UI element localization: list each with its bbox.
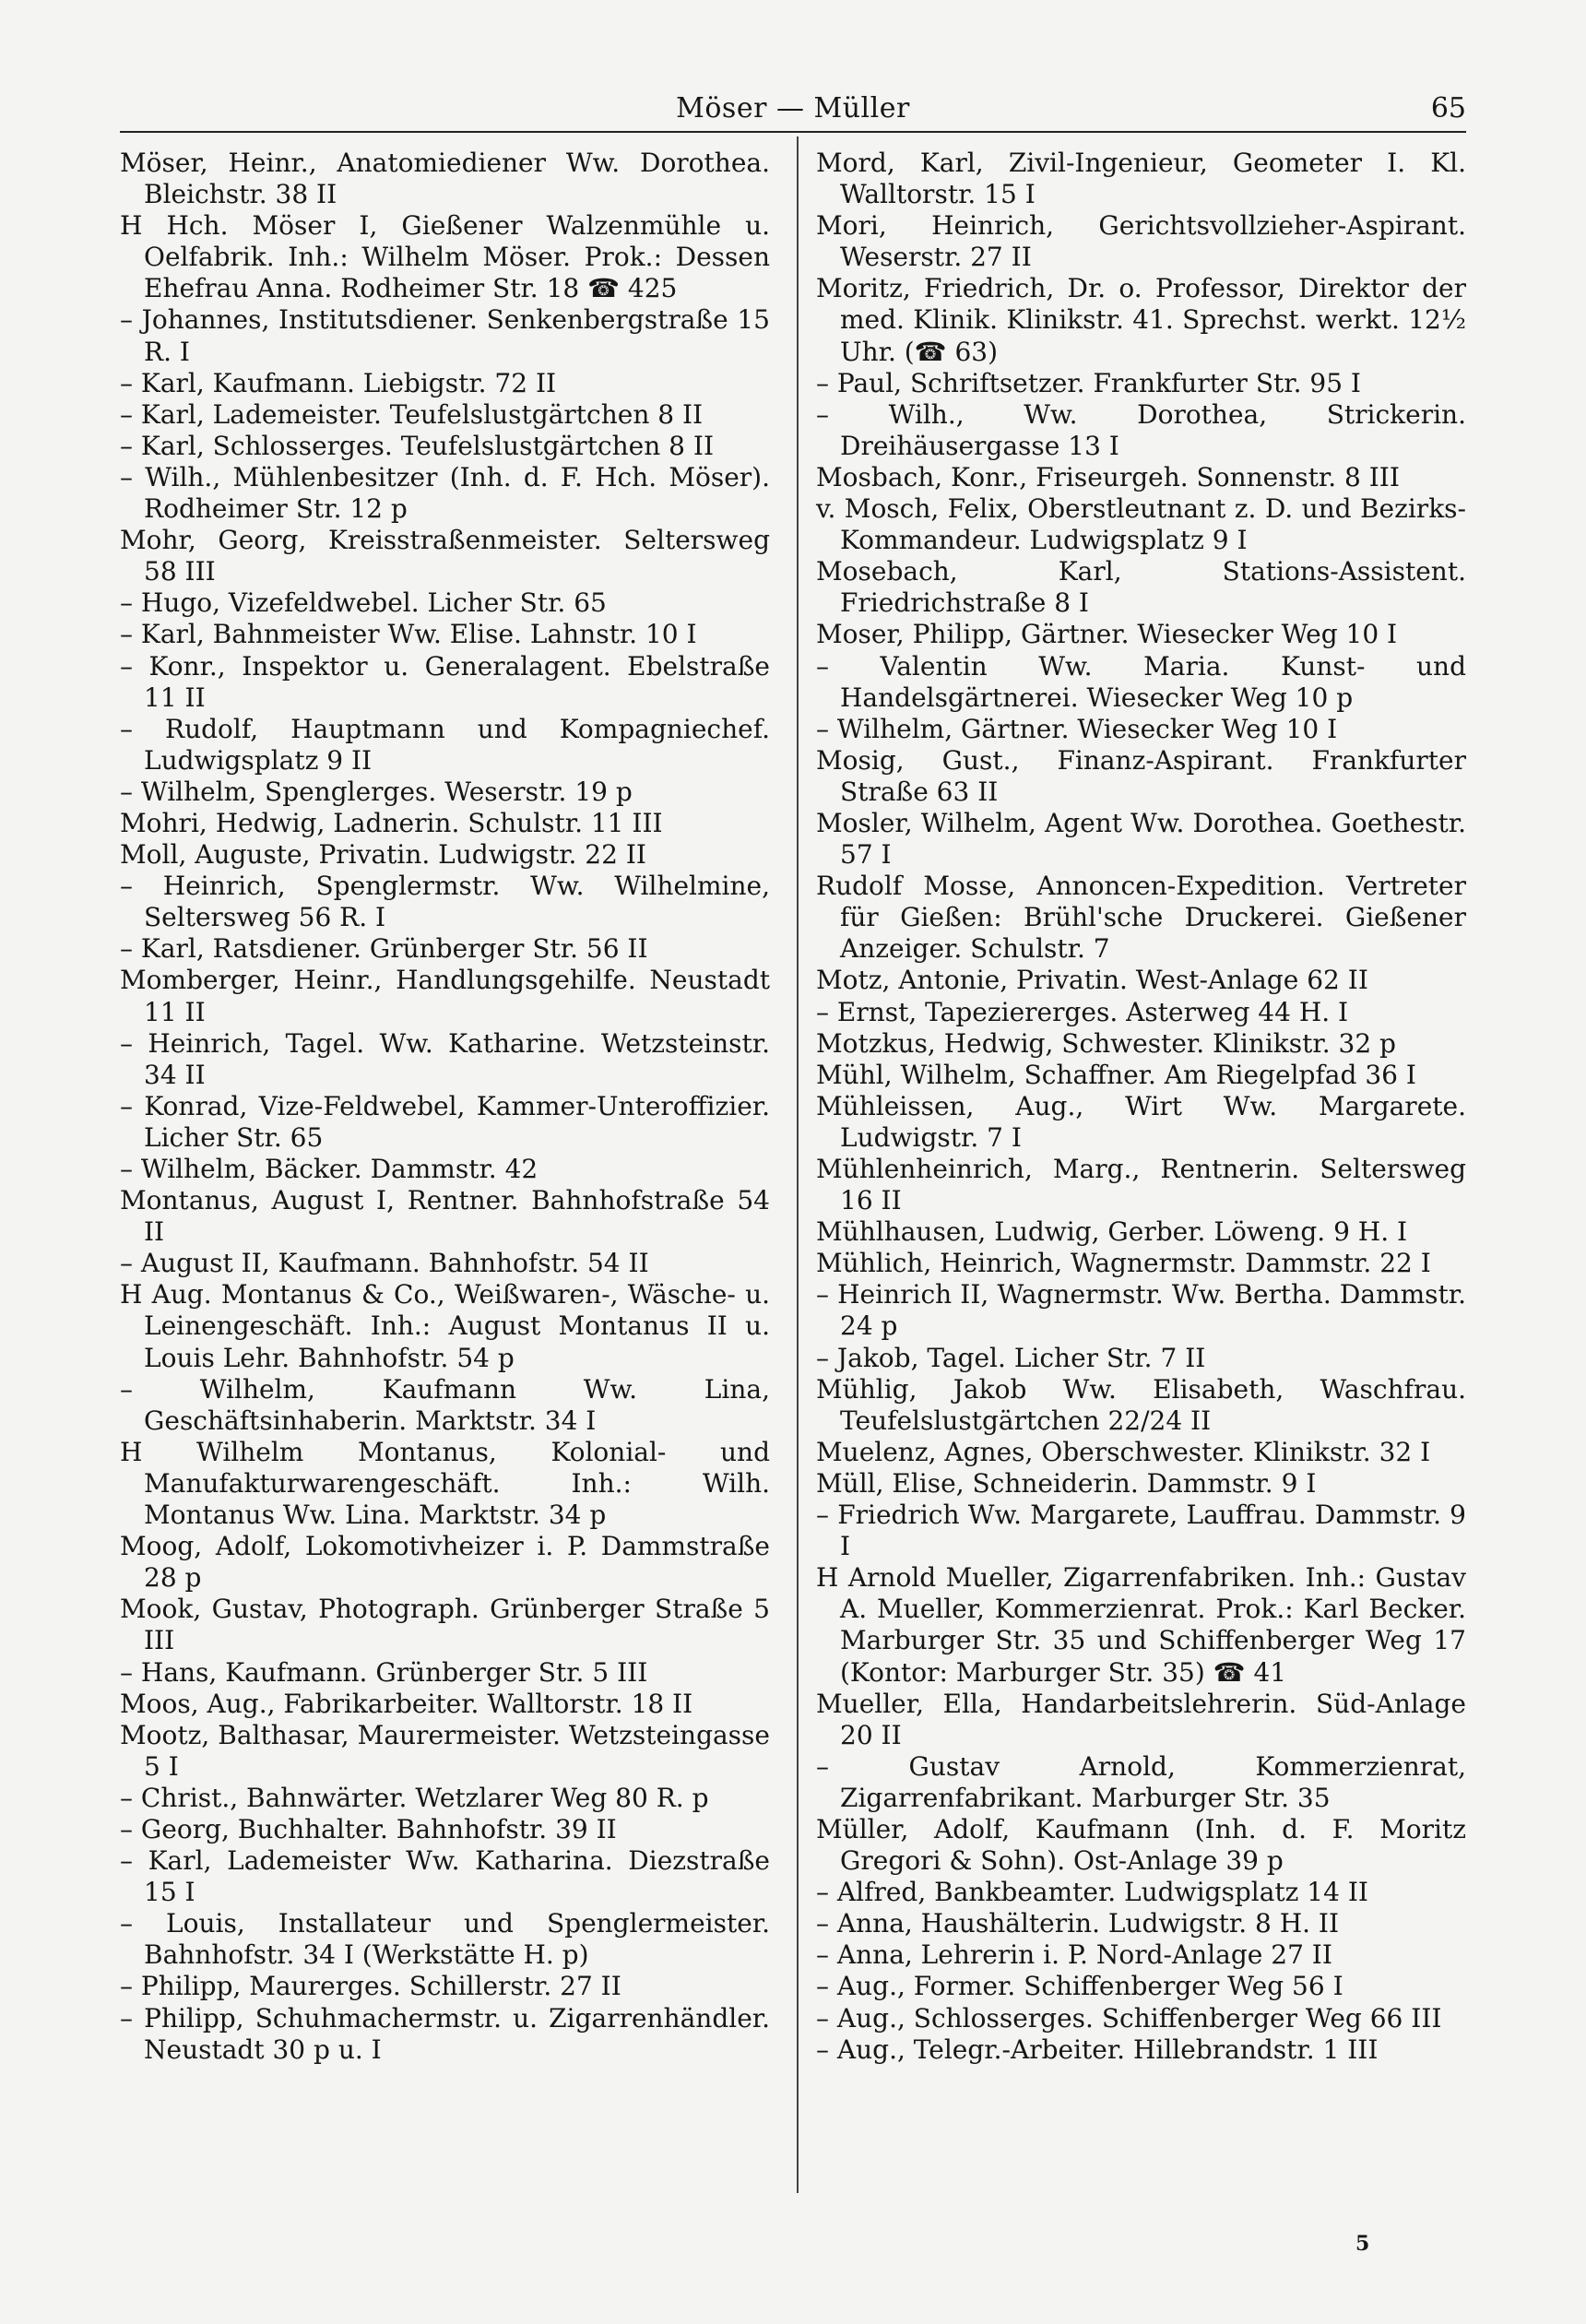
directory-entry: – Karl, Lademeister. Teufelslustgärtchen 8 II: [120, 398, 704, 430]
directory-entry: – Karl, Kaufmann. Liebigstr. 72 II: [120, 367, 557, 398]
directory-entry: – Hans, Kaufmann. Grünberger Str. 5 III: [120, 1656, 648, 1688]
directory-entry: – Wilhelm, Spenglerges. Weserstr. 19 p: [120, 776, 633, 807]
directory-entry: – Karl, Lademeister Ww. Katharina. Diezstraße 15 I: [120, 1845, 770, 1908]
signature-mark: 5: [1355, 2232, 1370, 2256]
directory-entry: Mook, Gustav, Photograph. Grünberger Straße 5 III: [120, 1594, 770, 1656]
directory-entry: Mühlich, Heinrich, Wagnermstr. Dammstr. 22 I: [816, 1248, 1431, 1279]
directory-entry: v. Mosch, Felix, Oberstleutnant z. D. und Bezirks-Kommandeur. Ludwigsplatz 9 I: [816, 493, 1466, 556]
directory-entry: – Rudolf, Hauptmann und Kompagniechef. Ludwigsplatz 9 II: [120, 713, 770, 776]
directory-entry: Mosbach, Konr., Friseurgeh. Sonnenstr. 8 III: [816, 461, 1400, 492]
directory-entry: – Valentin Ww. Maria. Kunst- und Handelsgärtnerei. Wiesecker Weg 10 p: [816, 650, 1466, 713]
directory-entry: – Ernst, Tapeziererges. Asterweg 44 H. I: [816, 996, 1349, 1027]
directory-entry: – Aug., Telegr.-Arbeiter. Hillebrandstr. 1 III: [816, 2034, 1379, 2065]
directory-entry: – Georg, Buchhalter. Bahnhofstr. 39 II: [120, 1813, 617, 1844]
directory-entry: Mühleissen, Aug., Wirt Ww. Margarete. Ludwigstr. 7 I: [816, 1090, 1466, 1153]
directory-entry: Mosler, Wilhelm, Agent Ww. Dorothea. Goethestr. 57 I: [816, 807, 1466, 871]
directory-entry: – Paul, Schriftsetzer. Frankfurter Str. 95 I: [816, 367, 1361, 398]
directory-entry: – Anna, Lehrerin i. P. Nord-Anlage 27 II: [816, 1939, 1332, 1971]
directory-entry: – Heinrich II, Wagnermstr. Ww. Bertha. Dammstr. 24 p: [816, 1279, 1466, 1342]
directory-entry: Mosebach, Karl, Stations-Assistent. Friedrichstraße 8 I: [816, 556, 1466, 619]
directory-entry: Montanus, August I, Rentner. Bahnhofstraße 54 II: [120, 1185, 770, 1248]
directory-entry: – Louis, Installateur und Spenglermeister. Bahnhofstr. 34 I (Werkstätte H. p): [120, 1908, 770, 1971]
directory-entry: – Wilh., Mühlenbesitzer (Inh. d. F. Hch. Möser). Rodheimer Str. 12 p: [120, 461, 770, 525]
directory-entry: Mühlenheinrich, Marg., Rentnerin. Seltersweg 16 II: [816, 1154, 1466, 1216]
directory-entry: – Friedrich Ww. Margarete, Lauffrau. Dammstr. 9 I: [816, 1500, 1466, 1562]
directory-entry: Mohr, Georg, Kreisstraßenmeister. Seltersweg 58 III: [120, 525, 770, 587]
directory-entry: – Konrad, Vize-Feldwebel, Kammer-Unteroffizier. Licher Str. 65: [120, 1090, 770, 1153]
directory-entry: – Karl, Bahnmeister Ww. Elise. Lahnstr. 10 I: [120, 619, 697, 650]
directory-entry: – Philipp, Maurerges. Schillerstr. 27 II: [120, 1971, 621, 2002]
directory-entry: – Karl, Schlosserges. Teufelslustgärtchen 8 II: [120, 430, 714, 461]
directory-entry: Moll, Auguste, Privatin. Ludwigstr. 22 II: [120, 839, 646, 871]
directory-entry: – Aug., Former. Schiffenberger Weg 56 I: [816, 1971, 1343, 2002]
directory-entry: Mühlig, Jakob Ww. Elisabeth, Waschfrau. Teufelslustgärtchen 22/24 II: [816, 1373, 1466, 1436]
right-column: [816, 148, 1466, 2066]
directory-entry: – Jakob, Tagel. Licher Str. 7 II: [816, 1342, 1206, 1373]
directory-entry: Mohri, Hedwig, Ladnerin. Schulstr. 11 III: [120, 807, 663, 838]
directory-entry: – Philipp, Schuhmachermstr. u. Zigarrenhändler. Neustadt 30 p u. I: [120, 2002, 770, 2065]
left-column: [120, 148, 770, 2066]
directory-entry: Moritz, Friedrich, Dr. o. Professor, Direktor der med. Klinik. Klinikstr. 41. Sprechst. werkt. 12½ Uhr. (☎ 63): [816, 273, 1466, 367]
running-title: Möser — Müller: [676, 92, 910, 125]
directory-entry: Moog, Adolf, Lokomotivheizer i. P. Dammstraße 28 p: [120, 1531, 770, 1594]
directory-entry: – Johannes, Institutsdiener. Senkenbergstraße 15 R. I: [120, 304, 770, 367]
directory-entry: Müller, Adolf, Kaufmann (Inh. d. F. Moritz Gregori & Sohn). Ost-Anlage 39 p: [816, 1813, 1466, 1877]
directory-entry: Rudolf Mosse, Annoncen-Expedition. Vertreter für Gießen: Brühl'sche Druckerei. Gießener Anzeiger. Schulstr. 7: [816, 871, 1466, 965]
directory-entry: H Aug. Montanus & Co., Weißwaren-, Wäsche- u. Leinengeschäft. Inh.: August Montanus II u. Louis Lehr. Bahnhofstr. 54 p: [120, 1279, 770, 1373]
directory-entry: – Wilhelm, Bäcker. Dammstr. 42: [120, 1154, 539, 1184]
directory-entry: – Wilhelm, Kaufmann Ww. Lina, Geschäftsinhaberin. Marktstr. 34 I: [120, 1373, 770, 1436]
directory-entry: Muelenz, Agnes, Oberschwester. Klinikstr. 32 I: [816, 1436, 1431, 1467]
directory-entry: Mühl, Wilhelm, Schaffner. Am Riegelpfad 36 I: [816, 1059, 1416, 1090]
page-number: 65: [1430, 92, 1466, 125]
directory-entry: Moser, Philipp, Gärtner. Wiesecker Weg 10 I: [816, 619, 1398, 650]
directory-entry: – Christ., Bahnwärter. Wetzlarer Weg 80 R. p: [120, 1782, 709, 1813]
directory-entry: H Wilhelm Montanus, Kolonial- und Manufakturwarengeschäft. Inh.: Wilh. Montanus Ww. Lina. Marktstr. 34 p: [120, 1436, 770, 1531]
directory-entry: – Heinrich, Spenglermstr. Ww. Wilhelmine, Seltersweg 56 R. I: [120, 871, 770, 933]
directory-entry: Mühlhausen, Ludwig, Gerber. Löweng. 9 H. I: [816, 1216, 1408, 1248]
directory-entry: – Anna, Haushälterin. Ludwigstr. 8 H. II: [816, 1908, 1340, 1939]
directory-entry: – Hugo, Vizefeldwebel. Licher Str. 65: [120, 587, 607, 619]
directory-entry: Möser, Heinr., Anatomiediener Ww. Dorothea. Bleichstr. 38 II: [120, 148, 770, 210]
directory-entry: Mord, Karl, Zivil-Ingenieur, Geometer I. Kl. Walltorstr. 15 I: [816, 148, 1466, 210]
directory-entry: – Konr., Inspektor u. Generalagent. Ebelstraße 11 II: [120, 650, 770, 713]
directory-entry: Mori, Heinrich, Gerichtsvollzieher-Aspirant. Weserstr. 27 II: [816, 210, 1466, 273]
directory-entry: H Hch. Möser I, Gießener Walzenmühle u. Oelfabrik. Inh.: Wilhelm Möser. Prok.: Dessen Ehefrau Anna. Rodheimer Str. 18 ☎ 425: [120, 210, 770, 304]
directory-entry: Motz, Antonie, Privatin. West-Anlage 62 II: [816, 965, 1368, 996]
directory-entry: Momberger, Heinr., Handlungsgehilfe. Neustadt 11 II: [120, 965, 770, 1027]
page-header: [120, 89, 1466, 133]
directory-entry: – Heinrich, Tagel. Ww. Katharine. Wetzsteinstr. 34 II: [120, 1027, 770, 1090]
directory-entry: Mosig, Gust., Finanz-Aspirant. Frankfurter Straße 63 II: [816, 744, 1466, 807]
directory-entry: – Aug., Schlosserges. Schiffenberger Weg 66 III: [816, 2002, 1442, 2034]
directory-entry: Motzkus, Hedwig, Schwester. Klinikstr. 32 p: [816, 1027, 1396, 1059]
directory-entry: Mootz, Balthasar, Maurermeister. Wetzsteingasse 5 I: [120, 1719, 770, 1782]
directory-entry: H Arnold Mueller, Zigarrenfabriken. Inh.: Gustav A. Mueller, Kommerzienrat. Prok.: Karl Becker. Marburger Str. 35 und Schiffenberger Weg 17 (Kontor: Marburger Str. 35) ☎ 41: [816, 1562, 1466, 1688]
directory-entry: – Alfred, Bankbeamter. Ludwigsplatz 14 II: [816, 1877, 1368, 1908]
directory-entry: Mueller, Ella, Handarbeitslehrerin. Süd-Anlage 20 II: [816, 1688, 1466, 1750]
column-divider: [797, 136, 799, 2193]
directory-entry: – Wilhelm, Gärtner. Wiesecker Weg 10 I: [816, 713, 1338, 744]
directory-entry: – August II, Kaufmann. Bahnhofstr. 54 II: [120, 1248, 649, 1279]
directory-entry: – Wilh., Ww. Dorothea, Strickerin. Dreihäusergasse 13 I: [816, 398, 1466, 461]
directory-entry: – Karl, Ratsdiener. Grünberger Str. 56 II: [120, 933, 648, 965]
directory-entry: – Gustav Arnold, Kommerzienrat, Zigarrenfabrikant. Marburger Str. 35: [816, 1750, 1466, 1813]
directory-entry: Müll, Elise, Schneiderin. Dammstr. 9 I: [816, 1467, 1317, 1499]
directory-entry: Moos, Aug., Fabrikarbeiter. Walltorstr. 18 II: [120, 1688, 693, 1719]
